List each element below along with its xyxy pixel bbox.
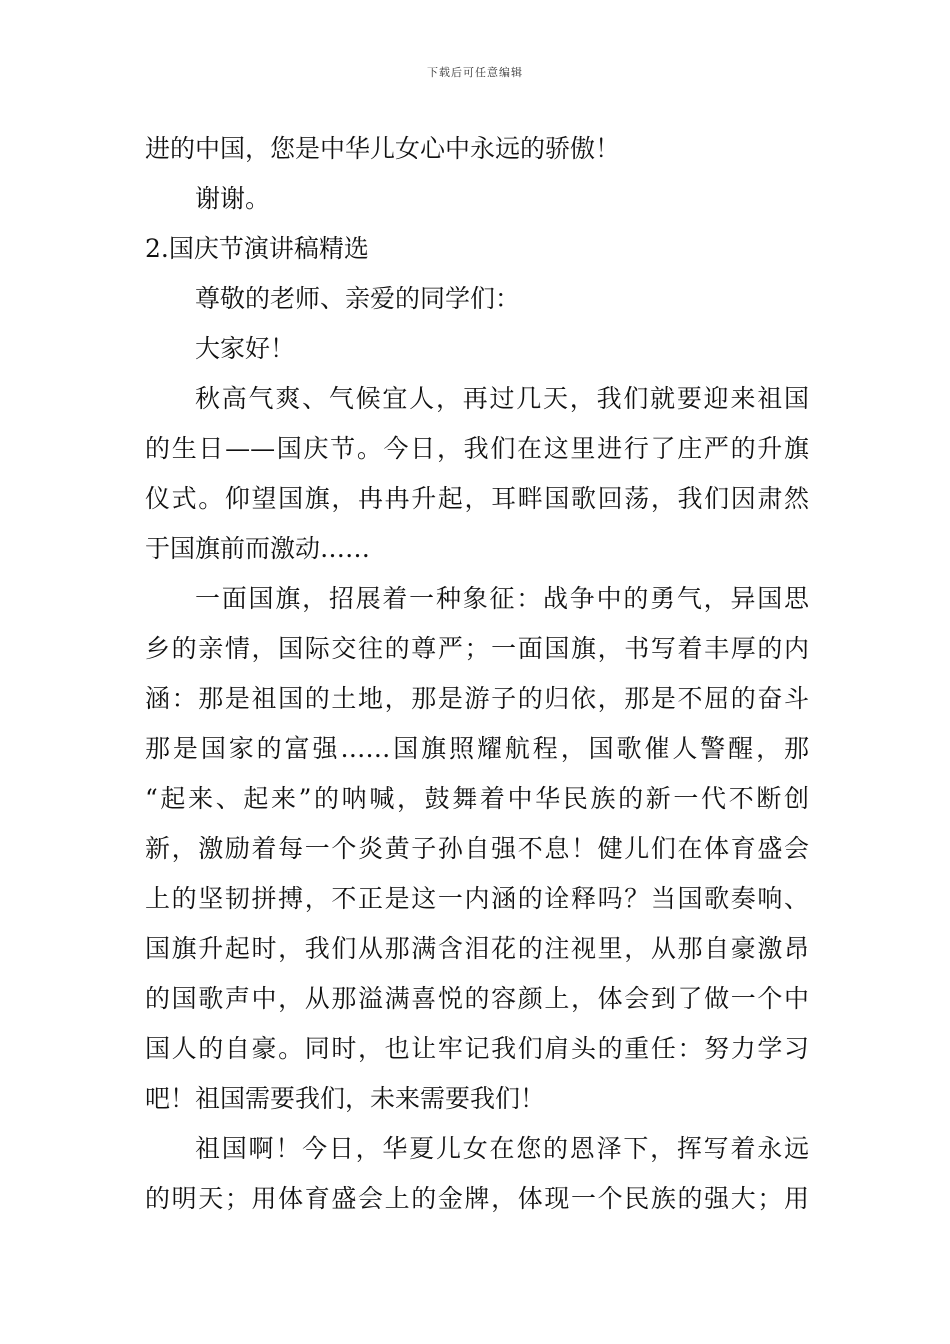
text-line: 上的坚韧拼搏，不正是这一内涵的诠释吗？当国歌奏响、 (145, 884, 809, 913)
text-line: 涵：那是祖国的土地，那是游子的归依，那是不屈的奋斗 (145, 684, 809, 713)
text-line: 的国歌声中，从那溢满喜悦的容颜上，体会到了做一个中 (145, 984, 809, 1013)
text-line: “起来、起来”的呐喊，鼓舞着中华民族的新一代不断创 (145, 784, 809, 813)
text-line: 祖国啊！今日，华夏儿女在您的恩泽下，挥写着永远 (195, 1134, 809, 1163)
text-line: 一面国旗，招展着一种象征：战争中的勇气，异国思 (195, 584, 809, 613)
text-line: 尊敬的老师、亲爱的同学们： (195, 284, 521, 313)
text-line: 秋高气爽、气候宜人，再过几天，我们就要迎来祖国 (195, 384, 809, 413)
page-header: 下载后可任意编辑 (427, 66, 523, 79)
text-line: 新，激励着每一个炎黄子孙自强不息！健儿们在体育盛会 (145, 834, 809, 863)
text-line: 的明天；用体育盛会上的金牌，体现一个民族的强大；用 (145, 1184, 809, 1213)
text-line: 谢谢。 (195, 184, 271, 213)
text-line: 那是国家的富强……国旗照耀航程，国歌催人警醒，那 (145, 734, 809, 763)
text-line: 的生日——国庆节。今日，我们在这里进行了庄严的升旗 (145, 434, 809, 463)
text-line: 进的中国，您是中华儿女心中永远的骄傲！ (145, 134, 621, 163)
text-line: 国旗升起时，我们从那满含泪花的注视里，从那自豪激昂 (145, 934, 809, 963)
text-line: 乡的亲情，国际交往的尊严；一面国旗，书写着丰厚的内 (145, 634, 809, 663)
text-line: 吧！祖国需要我们，未来需要我们！ (145, 1084, 546, 1113)
document-body (145, 124, 809, 1224)
text-line: 仪式。仰望国旗，冉冉升起，耳畔国歌回荡，我们因肃然 (145, 484, 809, 513)
text-line: 大家好！ (195, 334, 296, 363)
section-heading: 2.国庆节演讲稿精选 (145, 234, 369, 263)
text-line: 于国旗前而激动…… (145, 534, 371, 563)
text-line: 国人的自豪。同时，也让牢记我们肩头的重任：努力学习 (145, 1034, 809, 1063)
